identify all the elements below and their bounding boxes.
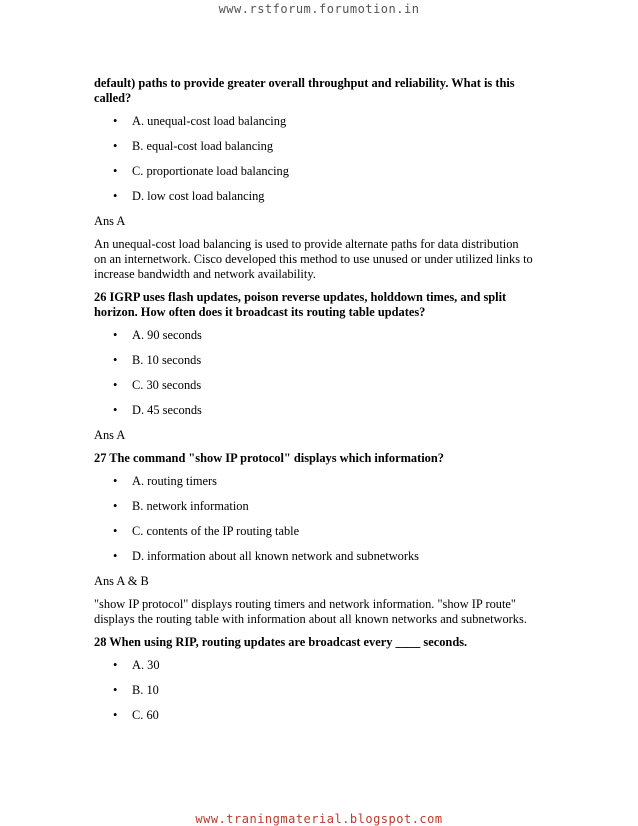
option-item: • B. 10 seconds — [113, 353, 202, 367]
bullet-icon: • — [113, 328, 118, 342]
option-item: • C. contents of the IP routing table — [113, 524, 300, 538]
question-25-explanation: An unequal-cost load balancing is used to provide alternate paths for data distribution on an internetwork. Cisco developed this method to use unused or under utilized links to increase bandwidth and network availability. — [94, 237, 533, 281]
bullet-icon: • — [113, 499, 118, 513]
option-item: • A. 30 — [113, 658, 160, 672]
bullet-icon: • — [113, 708, 118, 722]
bullet-icon: • — [113, 549, 118, 563]
option-item: • C. 30 seconds — [113, 378, 202, 392]
option-item: • D. information about all known network and subnetworks — [113, 549, 419, 563]
option-item: • A. 90 seconds — [113, 328, 202, 342]
question-28-options — [94, 658, 534, 723]
bullet-icon: • — [113, 524, 118, 538]
bullet-icon: • — [113, 353, 118, 367]
page-content — [94, 76, 534, 733]
option-item: • D. low cost load balancing — [113, 189, 265, 203]
option-item: • A. routing timers — [113, 474, 218, 488]
question-26-options — [94, 328, 534, 418]
option-item: • B. 10 — [113, 683, 159, 697]
bullet-icon: • — [113, 164, 118, 178]
bullet-icon: • — [113, 378, 118, 392]
option-item: • C. 60 — [113, 708, 159, 722]
option-item: • B. network information — [113, 499, 249, 513]
option-item: • D. 45 seconds — [113, 403, 202, 417]
option-item: • C. proportionate load balancing — [113, 164, 289, 178]
bullet-icon: • — [113, 683, 118, 697]
question-27-explanation: "show IP protocol" displays routing timers and network information. "show IP route" displays the routing table with information about all known networks and subnetworks. — [94, 597, 527, 626]
bullet-icon: • — [113, 474, 118, 488]
bullet-icon: • — [113, 658, 118, 672]
question-27-text: 27 The command "show IP protocol" displays which information? — [94, 451, 444, 465]
question-28-text: 28 When using RIP, routing updates are broadcast every ____ seconds. — [94, 635, 468, 649]
question-25-answer: Ans A — [94, 214, 126, 228]
bullet-icon: • — [113, 139, 118, 153]
question-26-answer: Ans A — [94, 428, 126, 442]
page-header: www.rstforum.forumotion.in — [218, 2, 420, 16]
option-item: • B. equal-cost load balancing — [113, 139, 274, 153]
bullet-icon: • — [113, 403, 118, 417]
page-footer: www.traningmaterial.blogspot.com — [195, 812, 443, 826]
question-27-answer: Ans A & B — [94, 574, 149, 588]
option-item: • A. unequal-cost load balancing — [113, 114, 287, 128]
question-26-text: 26 IGRP uses flash updates, poison reverse updates, holddown times, and split horizon. How often does it broadcast its routing table updates? — [94, 290, 507, 319]
question-25-options — [94, 114, 534, 204]
question-25-text: default) paths to provide greater overall throughput and reliability. What is this called? — [94, 76, 515, 105]
question-27-options — [94, 474, 534, 564]
bullet-icon: • — [113, 114, 118, 128]
bullet-icon: • — [113, 189, 118, 203]
